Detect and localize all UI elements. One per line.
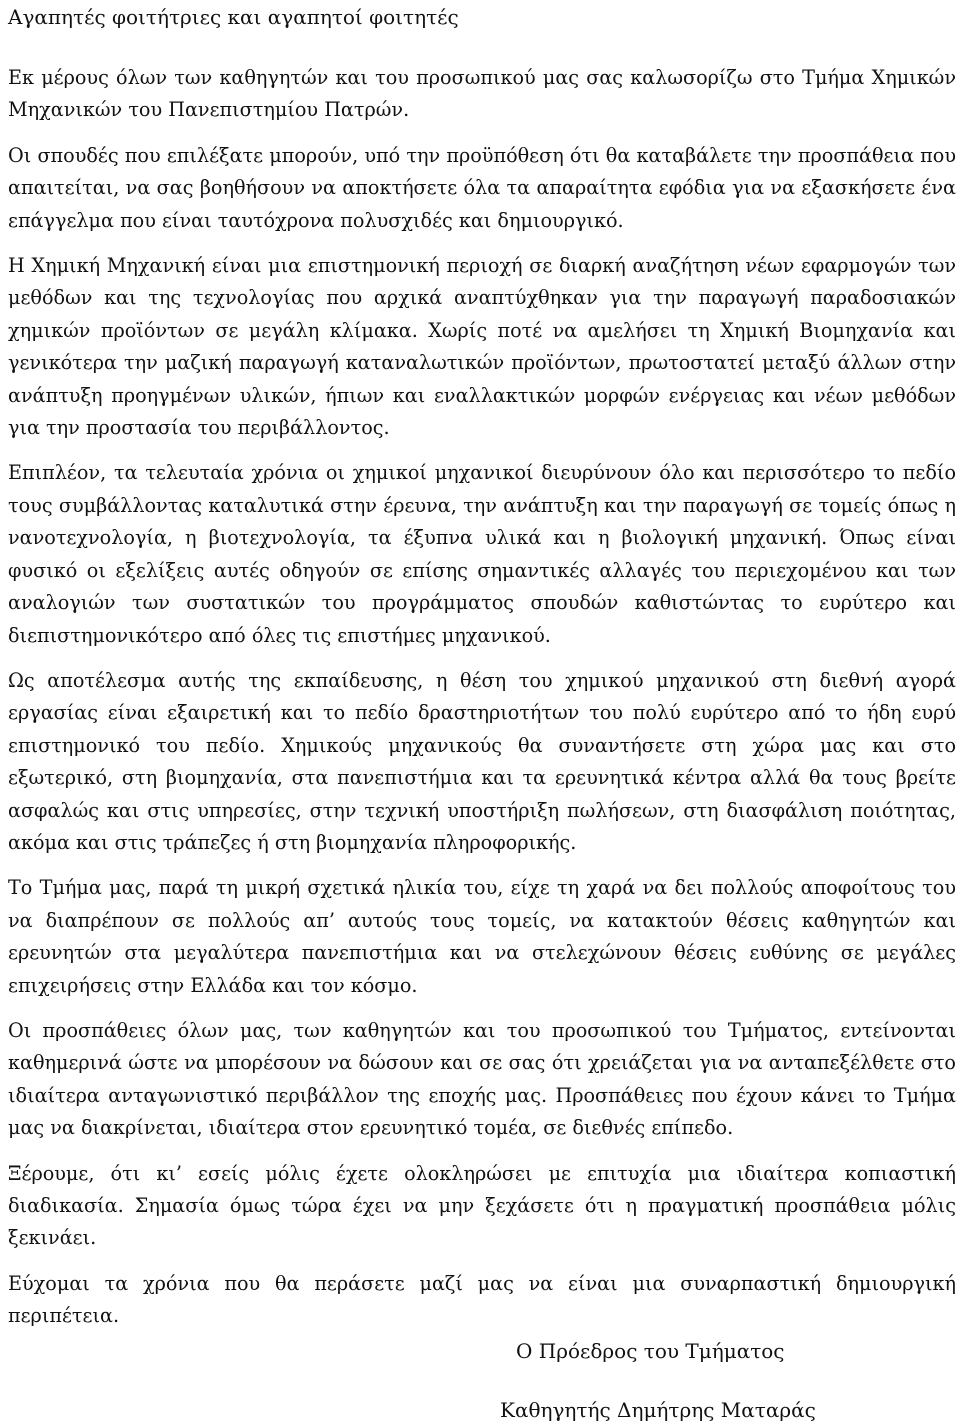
paragraph-alumni: Το Τμήμα μας, παρά τη μικρή σχετικά ηλικία του, είχε τη χαρά να δει πολλούς αποφοίτους του να διαπρέπουν σε πολλούς απ’ αυτούς τους τομείς, να κατακτούν θέσεις καθηγητών και ερευνητών στα μεγαλύτερα πανεπιστήμια και να στελεχώνουν θέσεις ευθύνης σε μεγάλες επιχειρήσεις στην Ελλάδα και τον κόσμο. xyxy=(8,876,956,997)
signature-name: Καθηγητής Δημήτρης Ματαράς xyxy=(500,1398,816,1422)
paragraph-chemical-engineering: Η Χημική Μηχανική είναι μια επιστημονική περιοχή σε διαρκή αναζήτηση νέων εφαρμογών των μεθόδων και της τεχνολογίας που αρχικά αναπτύχθηκαν για την παραγωγή παραδοσιακών χημικών προϊόντων σε μεγάλη κλίμακα. Χωρίς ποτέ να αμελήσει τη Χημική Βιομηχανία και γενικότερα την μαζική παραγωγή καταναλωτικών προϊόντων, πρωτοστατεί μεταξύ άλλων στην ανάπτυξη προηγμένων υλικών, ήπιων και εναλλακτικών μορφών ενέργειας και νέων μεθόδων για την προστασία του περιβάλλοντος. xyxy=(8,254,956,440)
paragraph-beginning: Ξέρουμε, ότι κι’ εσείς μόλις έχετε ολοκληρώσει με επιτυχία μια ιδιαίτερα κοπιαστική διαδικασία. Σημασία όμως τώρα έχει να μην ξεχάσετε ότι η πραγματική προσπάθεια μόλις ξεκινάει. xyxy=(8,1161,956,1250)
letter-body xyxy=(8,0,956,1333)
paragraph-job-market: Ως αποτέλεσμα αυτής της εκπαίδευσης, η θέση του χημικού μηχανικού στη διεθνή αγορά εργασίας είναι εξαιρετική και το πεδίο δραστηριοτήτων του πολύ ευρύτερο από το ήδη ευρύ επιστημονικό του πεδίο. Χημικούς μηχανικούς θα συναντήσετε στη χώρα μας και στο εξωτερικό, στη βιομηχανία, στα πανεπιστήμια και τα ερευνητικά κέντρα αλλά θα τους βρείτε ασφαλώς και στις υπηρεσίες, στην τεχνική υποστήριξη πωλήσεων, στη διασφάλιση ποιότητας, ακόμα και στις τράπεζες ή στη βιομηχανία πληροφορικής. xyxy=(8,668,956,854)
salutation: Αγαπητές φοιτήτριες και αγαπητοί φοιτητές xyxy=(8,5,459,29)
paragraph-efforts: Οι προσπάθειες όλων μας, των καθηγητών και του προσωπικού του Τμήματος, εντείνονται καθημερινά ώστε να μπορέσουν να δώσουν και σε σας ότι χρειάζεται για να ανταπεξέλθετε στο ιδιαίτερα ανταγωνιστικό περιβάλλον της εποχής μας. Προσπάθειες που έχουν κάνει το Τμήμα μας να διακρίνεται, ιδιαίτερα στον ερευνητικό τομέα, σε διεθνές επίπεδο. xyxy=(8,1018,956,1140)
paragraph-welcome: Εκ μέρους όλων των καθηγητών και του προσωπικού μας σας καλωσορίζω στο Τμήμα Χημικών Μηχανικών του Πανεπιστημίου Πατρών. xyxy=(8,66,956,122)
paragraph-studies: Οι σπουδές που επιλέξατε μπορούν, υπό την προϋπόθεση ότι θα καταβάλετε την προσπάθεια που απαιτείται, να σας βοηθήσουν να αποκτήσετε όλα τα απαραίτητα εφόδια για να εξασκήσετε ένα επάγγελμα που είναι ταυτόχρονα πολυσχιδές και δημιουργικό. xyxy=(8,143,956,232)
paragraph-new-fields: Επιπλέον, τα τελευταία χρόνια οι χημικοί μηχανικοί διευρύνουν όλο και περισσότερο το πεδίο τους συμβάλλοντας καταλυτικά στην έρευνα, την ανάπτυξη και την παραγωγή σε τομείς όπως η νανοτεχνολογία, η βιοτεχνολογία, τα έξυπνα υλικά και η βιολογική μηχανική. Όπως είναι φυσικό οι εξελίξεις αυτές οδηγούν σε επίσης σημαντικές αλλαγές του περιεχομένου και των αναλογιών των συστατικών του προγράμματος σπουδών καθιστώντας το ευρύτερο και διεπιστημονικότερο από όλες τις επιστήμες μηχανικού. xyxy=(8,461,956,647)
signature-title: Ο Πρόεδρος του Τμήματος xyxy=(516,1339,785,1363)
paragraph-wishes: Εύχομαι τα χρόνια που θα περάσετε μαζί μας να είναι μια συναρπαστική δημιουργική περιπέτεια. xyxy=(8,1271,956,1328)
